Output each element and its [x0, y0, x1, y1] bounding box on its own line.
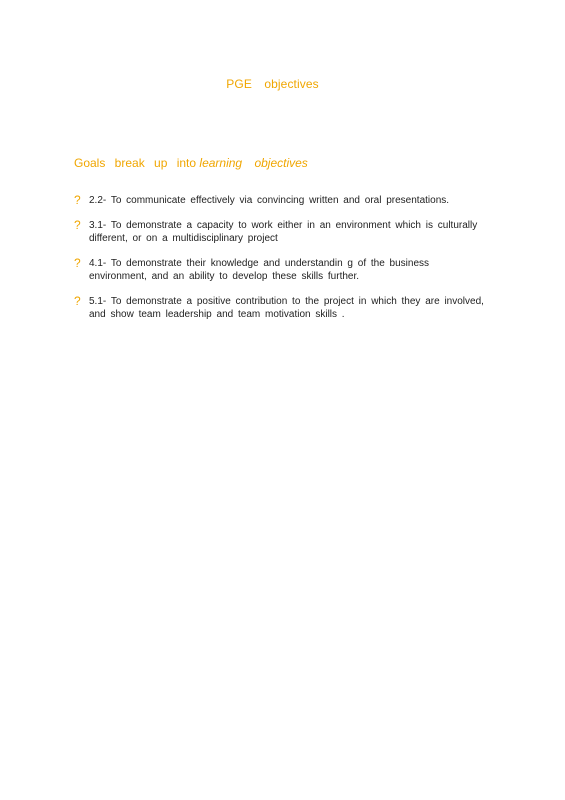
- bullet-icon: ?: [74, 256, 81, 270]
- bullet-icon: ?: [74, 294, 81, 308]
- section-heading-italic: learning objectives: [199, 156, 308, 170]
- objective-line: environment, and an ability to develop these skills further.: [89, 271, 360, 282]
- objective-item: [74, 257, 494, 283]
- bullet-icon: ?: [74, 218, 81, 232]
- bullet-icon: ?: [74, 193, 81, 207]
- section-heading: [74, 156, 308, 170]
- objective-item: [74, 194, 494, 207]
- objective-line: 4.1- To demonstrate their knowledge and understandin g of the business: [89, 258, 430, 269]
- objective-line: 2.2- To communicate effectively via convincing written and oral presentations.: [89, 195, 450, 206]
- objective-item: [74, 219, 494, 245]
- page-title: PGE objectives: [226, 77, 319, 91]
- objective-line: 3.1- To demonstrate a capacity to work either in an environment which is culturally: [89, 220, 478, 231]
- objectives-list: [74, 194, 494, 333]
- section-heading-plain: Goals break up into: [74, 156, 197, 170]
- objective-line: different, or on a multidisciplinary project: [89, 233, 278, 244]
- objective-item: [74, 295, 494, 321]
- objective-line: and show team leadership and team motivation skills .: [89, 309, 345, 320]
- objective-line: 5.1- To demonstrate a positive contribution to the project in which they are involved,: [89, 296, 484, 307]
